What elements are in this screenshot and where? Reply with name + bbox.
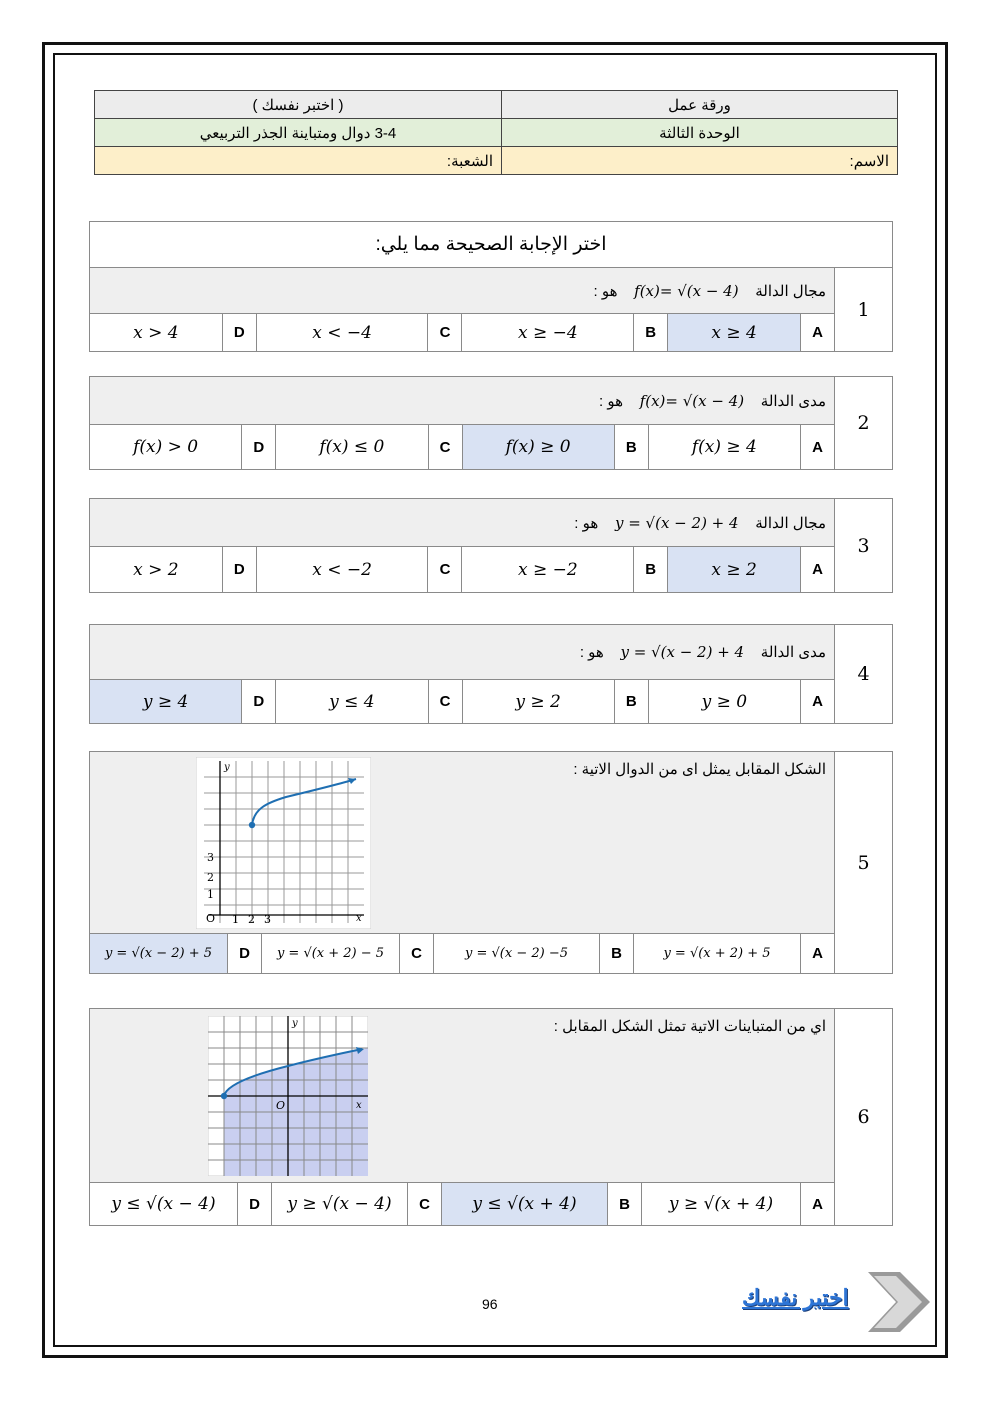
question-number: 2	[835, 377, 893, 470]
option-a[interactable]: x ≥ 2	[668, 547, 801, 593]
option-b[interactable]: x ≥ −4	[462, 314, 634, 352]
x-label: x	[356, 1100, 362, 1111]
option-a[interactable]: y ≥ 0	[648, 680, 800, 724]
instructions: اختر الإجابة الصحيحة مما يلي:	[90, 222, 893, 268]
option-c[interactable]: y ≤ 4	[276, 680, 428, 724]
lesson-title: 3-4 دوال ومتباينة الجذر التربيعي	[95, 119, 502, 147]
letter-a: A	[801, 314, 835, 352]
option-b[interactable]: x ≥ −2	[462, 547, 634, 593]
unit-title: الوحدة الثالثة	[502, 119, 898, 147]
origin-label: O	[276, 1099, 286, 1112]
letter-b: B	[614, 680, 648, 724]
option-d[interactable]: y = √(x − 2) + 5	[90, 934, 228, 974]
letter-d: D	[242, 680, 276, 724]
option-a[interactable]: f(x) ≥ 4	[648, 425, 800, 470]
letter-c: C	[428, 680, 462, 724]
question-6-stem: اي من المتباينات الاتية تمثل الشكل المقابل :	[90, 1009, 835, 1183]
letter-c: C	[408, 1183, 442, 1226]
letter-a: A	[801, 934, 835, 974]
option-b[interactable]: y = √(x − 2) −5	[434, 934, 600, 974]
question-4	[89, 624, 893, 724]
x-label: x	[356, 913, 362, 924]
y-tick-label: 3	[207, 851, 214, 864]
letter-d: D	[222, 547, 256, 593]
x-tick-label: 1	[232, 913, 239, 926]
x-tick-label: 2	[248, 913, 255, 926]
question-3-stem: مجال الدالة y = √(x − 2) + 4 هو :	[90, 499, 835, 547]
letter-d: D	[228, 934, 262, 974]
question-number: 1	[835, 268, 893, 352]
option-a[interactable]: y = √(x + 2) + 5	[634, 934, 801, 974]
question-5-stem: الشكل المقابل يمثل اى من الدوال الاتية :	[90, 752, 835, 934]
letter-b: B	[600, 934, 634, 974]
option-b[interactable]: y ≥ 2	[462, 680, 614, 724]
y-label: y	[224, 762, 230, 773]
letter-c: C	[428, 314, 462, 352]
letter-d: D	[222, 314, 256, 352]
question-2	[89, 376, 893, 470]
letter-b: B	[634, 314, 668, 352]
y-tick-label: 2	[207, 871, 214, 884]
question-number: 6	[835, 1009, 893, 1226]
letter-c: C	[428, 547, 462, 593]
question-4-stem: مدى الدالة y = √(x − 2) + 4 هو :	[90, 625, 835, 680]
option-d[interactable]: x > 4	[90, 314, 223, 352]
option-a[interactable]: x ≥ 4	[668, 314, 801, 352]
question-1-stem: مجال الدالة f(x)= √(x − 4) هو :	[90, 268, 835, 314]
letter-a: A	[801, 547, 835, 593]
option-b[interactable]: y ≤ √(x + 4)	[442, 1183, 608, 1226]
option-a[interactable]: y ≥ √(x + 4)	[642, 1183, 801, 1226]
header-table	[94, 90, 898, 175]
question-2-stem: مدى الدالة f(x)= √(x − 4) هو :	[90, 377, 835, 425]
option-c[interactable]: x < −2	[256, 547, 428, 593]
option-c[interactable]: x < −4	[256, 314, 428, 352]
y-tick-label: 1	[207, 888, 214, 901]
option-d[interactable]: x > 2	[90, 547, 223, 593]
y-label: y	[292, 1018, 298, 1029]
letter-c: C	[400, 934, 434, 974]
question-number: 4	[835, 625, 893, 724]
x-tick-label: 3	[264, 913, 271, 926]
test-yourself-banner[interactable]: اختبر نفسك	[742, 1285, 849, 1310]
letter-d: D	[238, 1183, 272, 1226]
section-field: الشعبة:	[95, 147, 502, 175]
question-number: 5	[835, 752, 893, 974]
letter-a: A	[801, 1183, 835, 1226]
option-d[interactable]: f(x) > 0	[90, 425, 242, 470]
question-3	[89, 498, 893, 593]
page-number: 96	[482, 1296, 498, 1312]
letter-b: B	[608, 1183, 642, 1226]
start-point	[221, 1093, 227, 1099]
letter-d: D	[242, 425, 276, 470]
chevron-right-icon	[866, 1270, 932, 1334]
question-number: 3	[835, 499, 893, 593]
graph-q5	[196, 757, 371, 929]
start-point	[249, 822, 255, 828]
letter-b: B	[634, 547, 668, 593]
option-d[interactable]: y ≥ 4	[90, 680, 242, 724]
worksheet-label: ورقة عمل	[502, 91, 898, 119]
option-b[interactable]: f(x) ≥ 0	[462, 425, 614, 470]
option-c[interactable]: y ≥ √(x − 4)	[272, 1183, 408, 1226]
option-d[interactable]: y ≤ √(x − 4)	[90, 1183, 238, 1226]
option-c[interactable]: f(x) ≤ 0	[276, 425, 428, 470]
letter-c: C	[428, 425, 462, 470]
test-yourself-label: ( اختبر نفسك )	[95, 91, 502, 119]
question-1	[89, 221, 893, 352]
origin-label: O	[206, 912, 216, 925]
name-field: الاسم:	[502, 147, 898, 175]
letter-a: A	[801, 680, 835, 724]
letter-b: B	[614, 425, 648, 470]
graph-q6	[208, 1016, 368, 1176]
option-c[interactable]: y = √(x + 2) − 5	[262, 934, 400, 974]
letter-a: A	[801, 425, 835, 470]
